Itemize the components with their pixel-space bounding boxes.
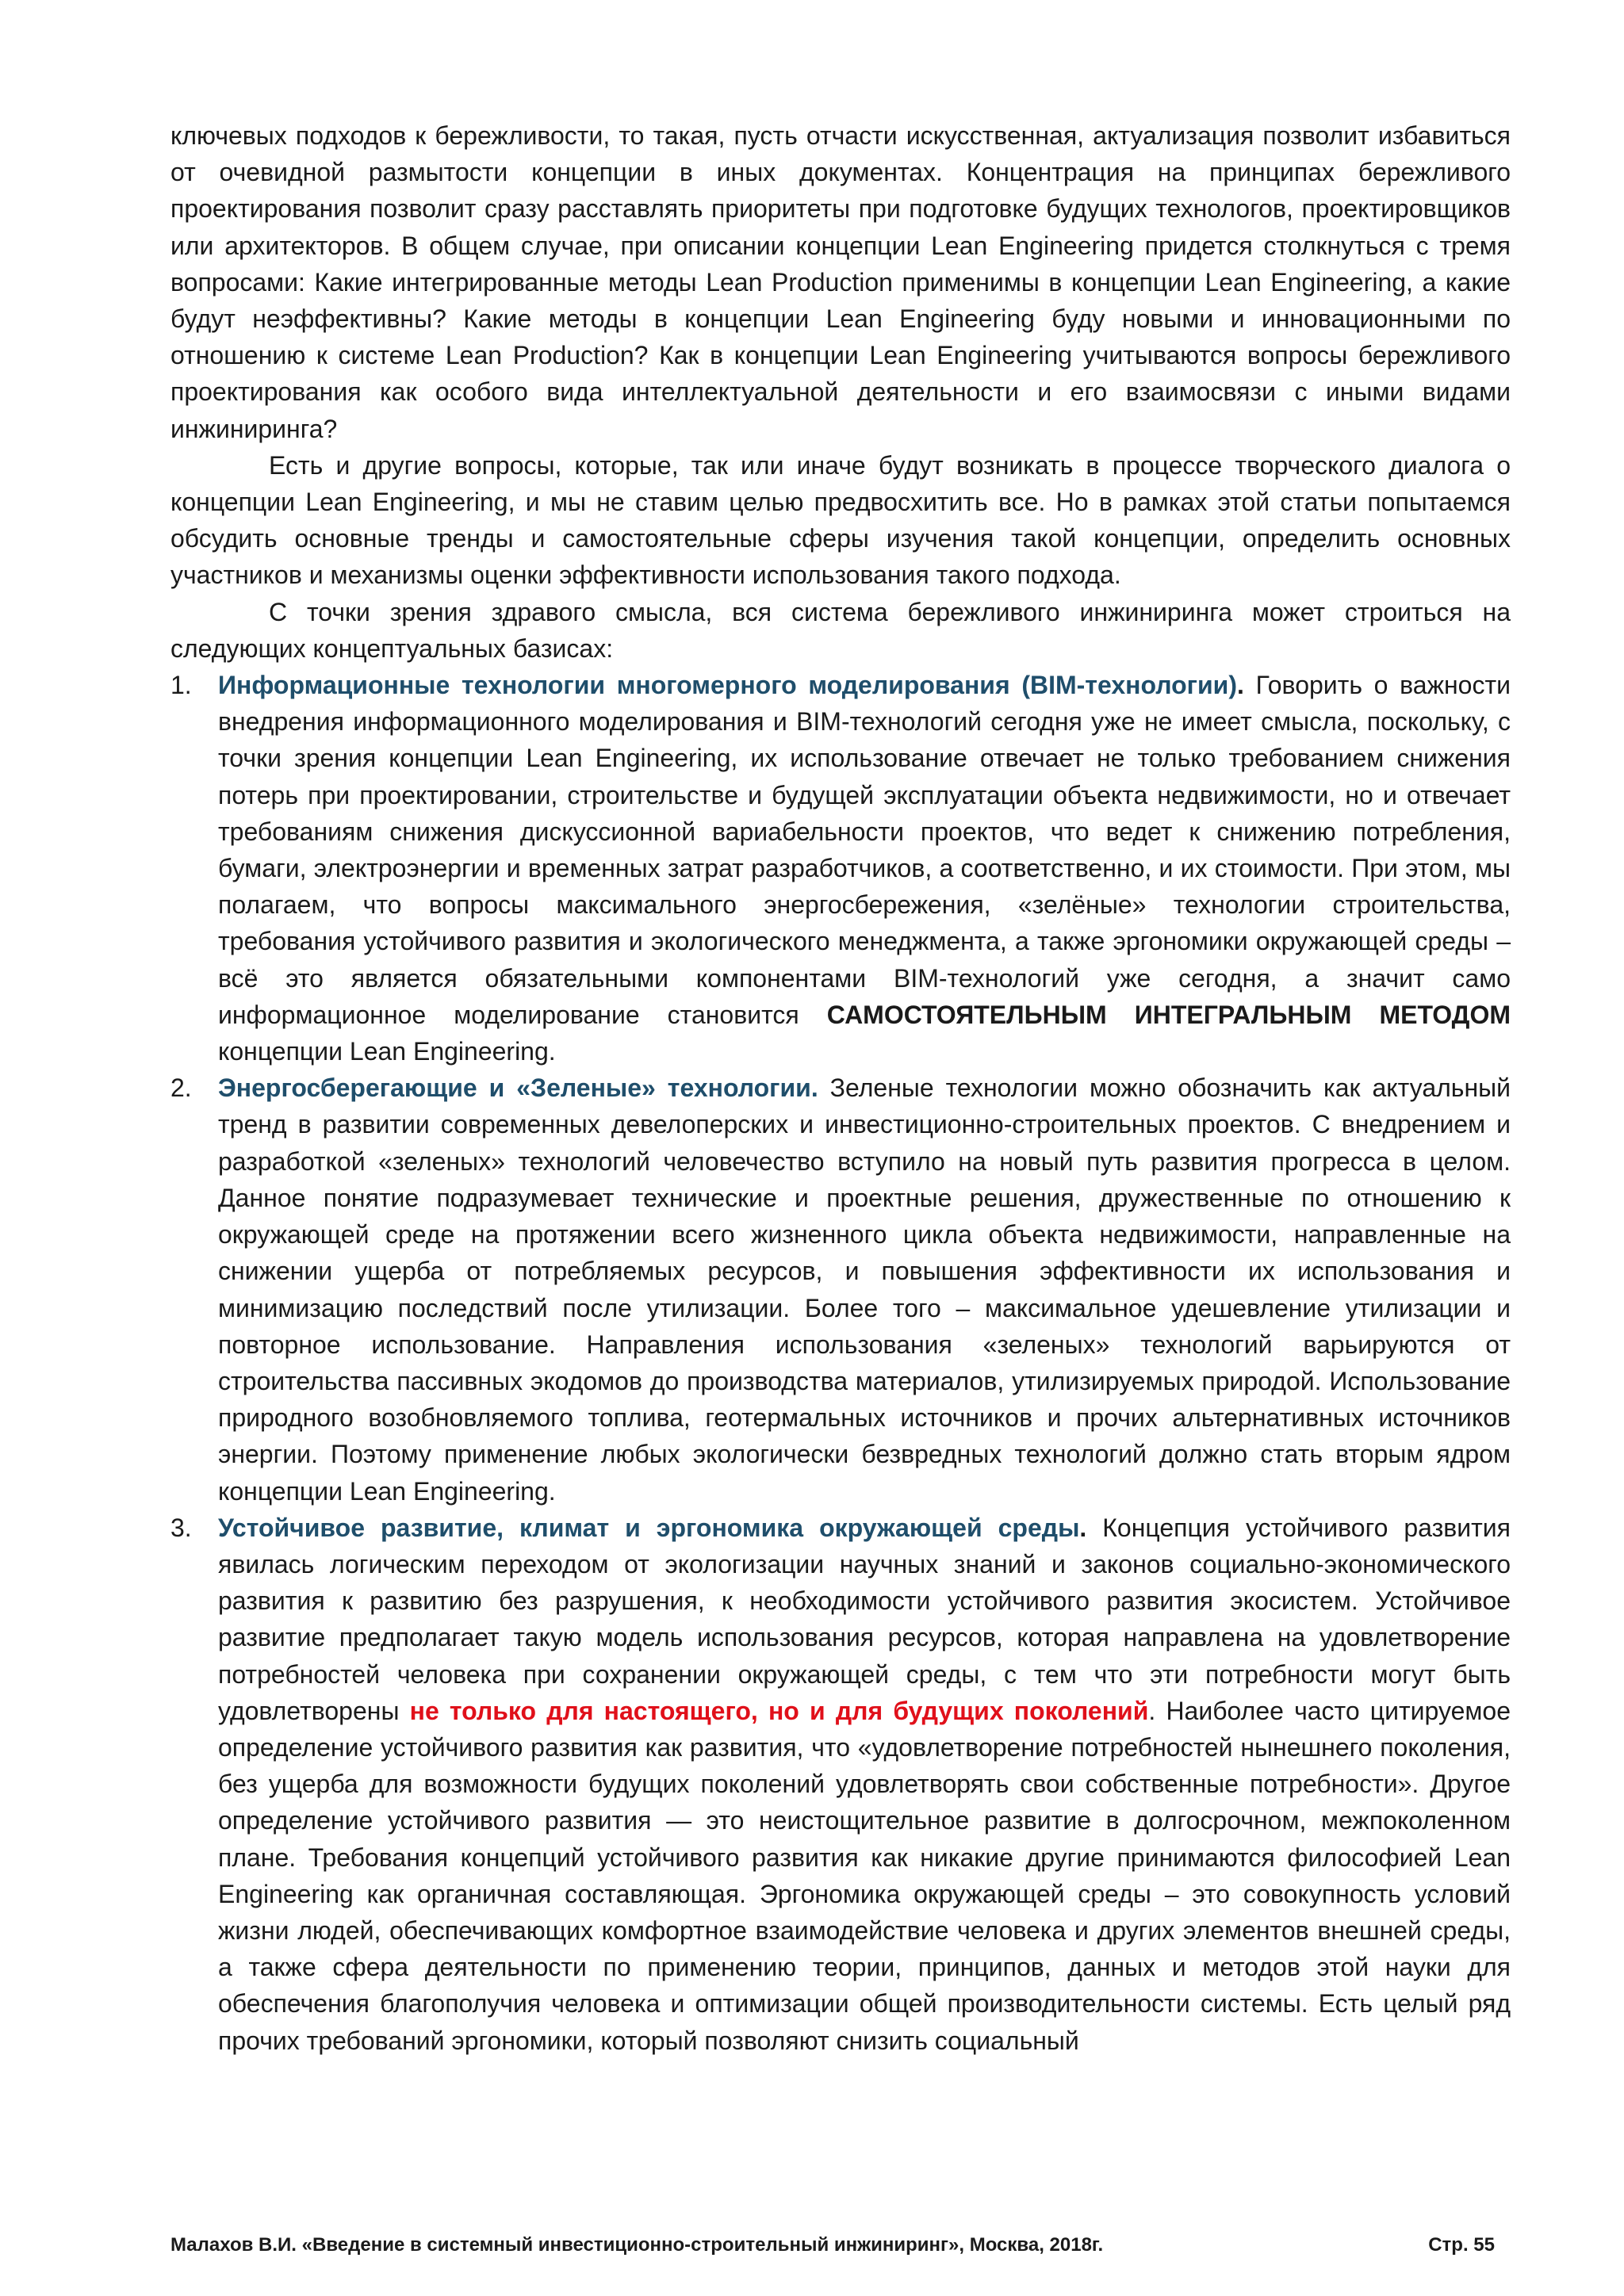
list-number: 2. xyxy=(170,1073,192,1103)
list-heading: Энергосберегающие и «Зеленые» технологии. xyxy=(218,1073,818,1103)
list-heading: Информационные технологии многомерного моделирования (BIM-технологии) xyxy=(218,671,1237,700)
concepts-list xyxy=(170,667,1511,2059)
page-number: Стр. 55 xyxy=(1428,2234,1495,2256)
list-text: Говорить о важности внедрения информационного моделирования и BIM-технологий сегодня уже не имеет смысла, поскольку, с точки зрения концепции Lean Engineering, их использование отвечает не только требованием снижения потерь при проектировании, строительстве и будущей эксплуатации объекта недвижимости, но и отвечает требованиям снижения дискуссионной вариабельности проектов, что ведет к снижению потребления, бумаги, электроэнергии и временных затрат разработчиков, а соответственно, и их стоимости. При этом, мы полагаем, что вопросы максимального энергосбережения, «зелёные» технологии строительства, требования устойчивого развития и экологического менеджмента, а также эргономики окружающей среды – всё это является обязательными компонентами BIM-технологий уже сегодня, а значит само информационное моделирование становится xyxy=(218,671,1511,1029)
list-item-green xyxy=(170,1070,1511,1509)
paragraph-2: Есть и другие вопросы, которые, так или иначе будут возникать в процессе творческого диалога о концепции Lean Engineering, и мы не ставим целью предвосхитить все. Но в рамках этой статьи попытаемся обсудить основные тренды и самостоятельные сферы изучения такой концепции, определить основных участников и механизмы оценки эффективности использования такого подхода. xyxy=(170,450,1511,590)
paragraph-1: ключевых подходов к бережливости, то такая, пусть отчасти искусственная, актуализация позволит избавиться от очевидной размытости концепции в иных документах. Концентрация на принципах бережливого проектирования позволит сразу расставлять приоритеты при подготовке будущих технологов, проектировщиков или архитекторов. В общем случае, при описании концепции Lean Engineering придется столкнуться с тремя вопросами: Какие интегрированные методы Lean Production применимы в концепции Lean Engineering, а какие будут неэффективны? Какие методы в концепции Lean Engineering буду новыми и инновационными по отношению к системе Lean Production? Как в концепции Lean Engineering учитываются вопросы бережливого проектирования как особого вида интеллектуальной деятельности и его взаимосвязи с иными видами инжиниринга? xyxy=(170,121,1511,443)
page-body xyxy=(170,117,1511,2059)
list-number: 1. xyxy=(170,671,192,700)
list-number: 3. xyxy=(170,1513,192,1542)
list-text-end: . Наиболее часто цитируемое определение устойчивого развития как развития, что «удовлетворение потребностей нынешнего поколения, без ущерба для возможности будущих поколений удовлетворять свои собственные потребности». Другое определение устойчивого развития — это неистощительное развитие в долгосрочном, межпоколенном плане. Требования концепций устойчивого развития как никакие другие принимаются философией Lean Engineering как органичная составляющая. Эргономика окружающей среды – это совокупность условий жизни людей, обеспечивающих комфортное взаимодействие человека и других элементов внешней среды, а также сфера деятельности по применению теории, принципов, данных и методов этой науки для обеспечения благополучия человека и оптимизации общей производительности системы. Есть целый ряд прочих требований эргономики, который позволяют снизить социальный xyxy=(218,1696,1511,2055)
list-item-sustainable xyxy=(170,1510,1511,2059)
list-heading: Устойчивое развитие, климат и эргономика окружающей среды xyxy=(218,1513,1080,1542)
list-heading-dot: . xyxy=(1236,671,1244,700)
list-heading-dot: . xyxy=(1079,1513,1087,1542)
emphasis-text: САМОСТОЯТЕЛЬНЫМ ИНТЕГРАЛЬНЫМ МЕТОДОМ xyxy=(826,1000,1511,1029)
page-footer xyxy=(170,2234,1511,2256)
list-text: Концепция устойчивого развития явилась логическим переходом от экологизации научных знаний и законов социально-экономического развития к развитию без разрушения, к необходимости устойчивого развития экосистем. Устойчивое развитие предполагает такую модель использования ресурсов, которая направлена на удовлетворение потребностей человека при сохранении окружающей среды, с тем что эти потребности могут быть удовлетворены xyxy=(218,1513,1511,1725)
list-text: Зеленые технологии можно обозначить как актуальный тренд в развитии современных девелоперских и инвестиционно-строительных проектов. С внедрением и разработкой «зеленых» технологий человечество вступило на новый путь развития прогресса в целом. Данное понятие подразумевает технические и проектные решения, дружественные по отношению к окружающей среде на протяжении всего жизненного цикла объекта недвижимости, направленные на снижении ущерба от потребляемых ресурсов, и повышения эффективности их использования и минимизацию последствий после утилизации. Более того – максимальное удешевление утилизации и повторное использование. Направления использования «зеленых» технологий варьируются от строительства пассивных экодомов до производства материалов, утилизируемых природой. Использование природного возобновляемого топлива, геотермальных источников и прочих альтернативных источников энергии. Поэтому применение любых экологически безвредных технологий должно стать вторым ядром концепции Lean Engineering. xyxy=(218,1073,1511,1506)
footer-citation: Малахов В.И. «Введение в системный инвестиционно-строительный инжиниринг», Москва, 2018г. xyxy=(170,2234,1104,2256)
paragraph-3: С точки зрения здравого смысла, вся система бережливого инжиниринга может строиться на следующих концептуальных базисах: xyxy=(170,597,1511,663)
list-item-bim xyxy=(170,667,1511,1070)
highlight-text: не только для настоящего, но и для будущих поколений xyxy=(409,1696,1149,1725)
list-text-end: концепции Lean Engineering. xyxy=(218,1037,556,1066)
